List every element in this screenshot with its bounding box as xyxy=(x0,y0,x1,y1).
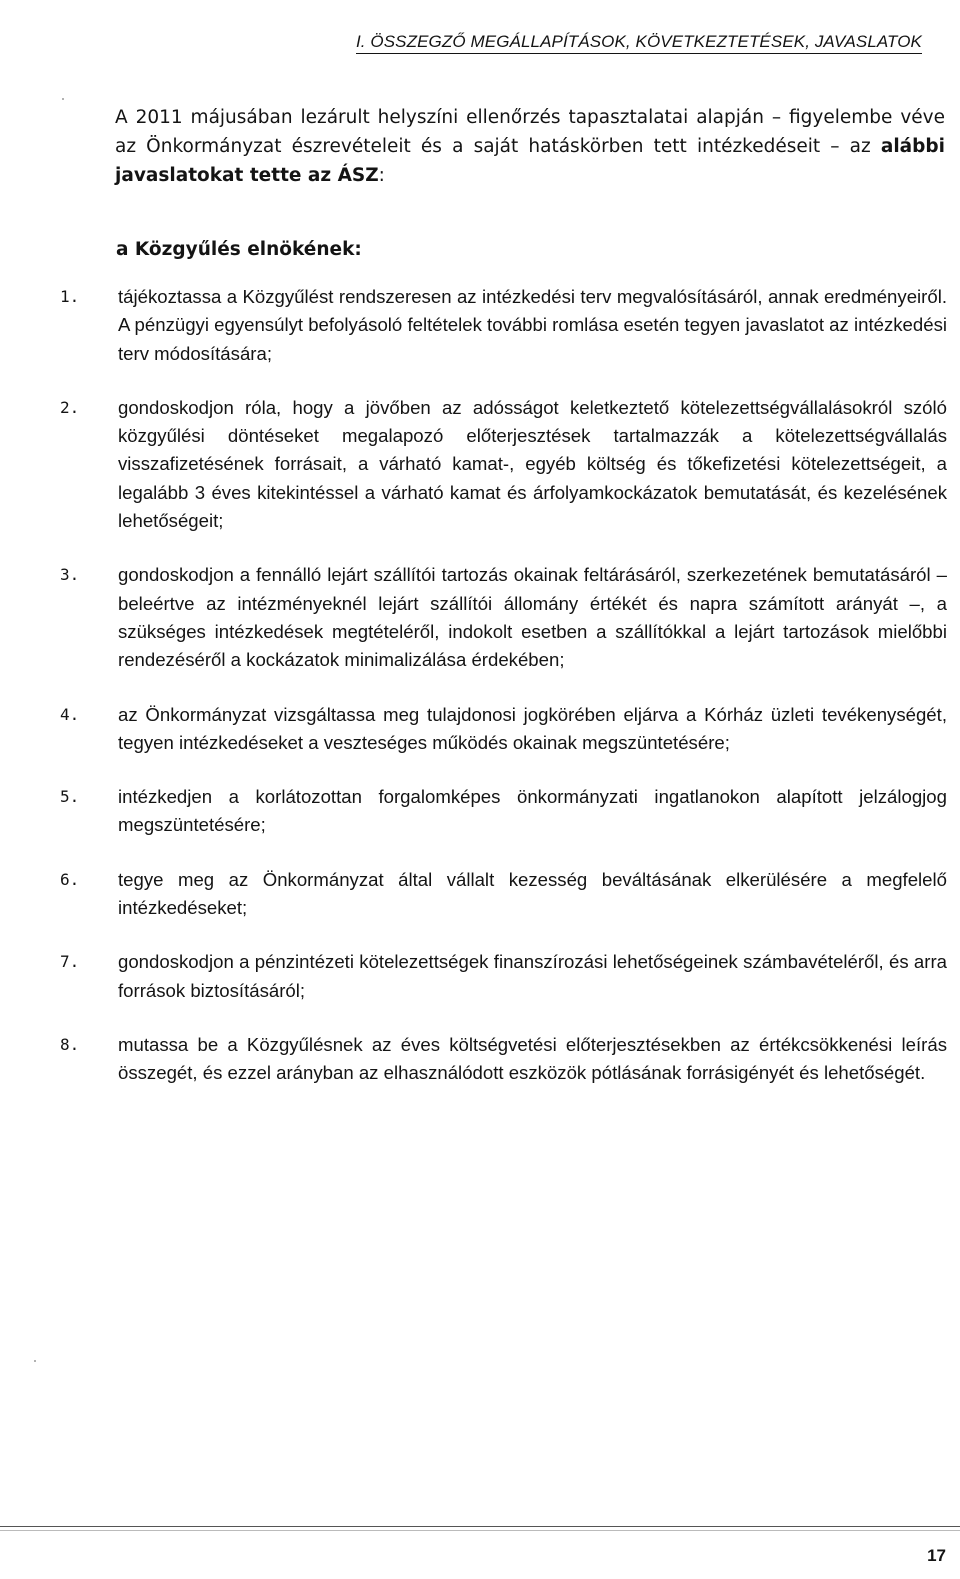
intro-emphasis: alábbi javaslatokat tette az ÁSZ xyxy=(115,136,945,186)
recommendation-number: 6. xyxy=(60,869,80,889)
recommendation-number: 3. xyxy=(60,565,80,585)
recommendation-number: 2. xyxy=(60,397,80,417)
recommendation-item xyxy=(60,1031,947,1088)
recommendation-list xyxy=(60,283,947,1114)
scan-speck xyxy=(34,1360,36,1362)
recommendation-item xyxy=(60,701,947,758)
recommendation-number: 4. xyxy=(60,704,80,724)
footer-rule-secondary xyxy=(0,1530,960,1531)
intro-colon: : xyxy=(378,165,385,186)
recommendation-text: gondoskodjon a fennálló lejárt szállítói tartozás okainak feltárásáról, szerkezetének bemutatásáról – beleértve az intézményeknél lejárt szállítói állomány értékét és napra számított arányát –, a szükséges intézkedések megtételéről, indokolt esetben a szállítókkal a lejárt tartozások mielőbbi rendezéséről a kockázatok minimalizálása érdekében; xyxy=(118,564,947,671)
recommendation-item xyxy=(60,866,947,923)
recommendation-item xyxy=(60,948,947,1005)
recommendation-text: tájékoztassa a Közgyűlést rendszeresen az intézkedési terv megvalósításáról, annak eredményeiről. A pénzügyi egyensúlyt befolyásoló feltételek további romlása esetén tegyen javaslatot az intézkedési terv módosítására; xyxy=(118,286,947,364)
recommendation-item xyxy=(60,783,947,840)
footer-rule xyxy=(0,1526,960,1527)
recommendation-text: mutassa be a Közgyűlésnek az éves költségvetési előterjesztésekben az értékcsökkenési leírás összegét, és ezzel arányban az elhasználódott eszközök pótlásának forrásigényét és lehetőségét. xyxy=(118,1033,947,1084)
recommendation-number: 5. xyxy=(60,787,80,807)
recommendation-text: gondoskodjon róla, hogy a jövőben az adósságot keletkeztető kötelezettségvállalásokról szóló közgyűlési döntéseket megalapozó előterjesztések tartalmazzák a kötelezettségvállalás visszafizetésének forrásait, a várható kamat-, egyéb költség és tőkefizetési kötelezettségeit, a legalább 3 éves kitekintéssel a várható kamat és árfolyamkockázatok bemutatását, és kezelésének lehetőségeit; xyxy=(118,396,947,532)
intro-paragraph xyxy=(115,103,945,190)
recommendation-item xyxy=(60,561,947,674)
recommendation-text: gondoskodjon a pénzintézeti kötelezettségek finanszírozási lehetőségeinek számbavételéről, és arra források biztosításáról; xyxy=(118,951,947,1001)
recommendation-text: intézkedjen a korlátozottan forgalomképes önkormányzati ingatlanokon alapított jelzálogjog megszüntetésére; xyxy=(118,786,947,836)
recommendation-text: az Önkormányzat vizsgáltassa meg tulajdonosi jogkörében eljárva a Kórház üzleti tevékenységét, tegyen intézkedéseket a veszteséges működés okainak megszüntetésére; xyxy=(118,703,947,753)
recommendation-text: tegye meg az Önkormányzat által vállalt kezesség beváltásának elkerülésére a megfelelő intézkedéseket; xyxy=(118,868,947,919)
recommendation-number: 1. xyxy=(60,287,80,306)
recommendation-item xyxy=(60,283,947,368)
recommendation-number: 7. xyxy=(60,952,80,972)
scan-speck xyxy=(62,98,64,100)
running-header: I. ÖSSZEGZŐ MEGÁLLAPÍTÁSOK, KÖVETKEZTETÉSEK, JAVASLATOK xyxy=(355,32,922,51)
section-heading: a Közgyűlés elnökének: xyxy=(116,239,362,260)
page-number: 17 xyxy=(927,1546,946,1565)
recommendation-number: 8. xyxy=(60,1034,80,1054)
recommendation-item xyxy=(60,394,947,535)
intro-text: A 2011 májusában lezárult helyszíni ellenőrzés tapasztalatai alapján – figyelembe véve az Önkormányzat észrevételeit és a saját hatáskörben tett intézkedéseit – az xyxy=(115,107,945,157)
